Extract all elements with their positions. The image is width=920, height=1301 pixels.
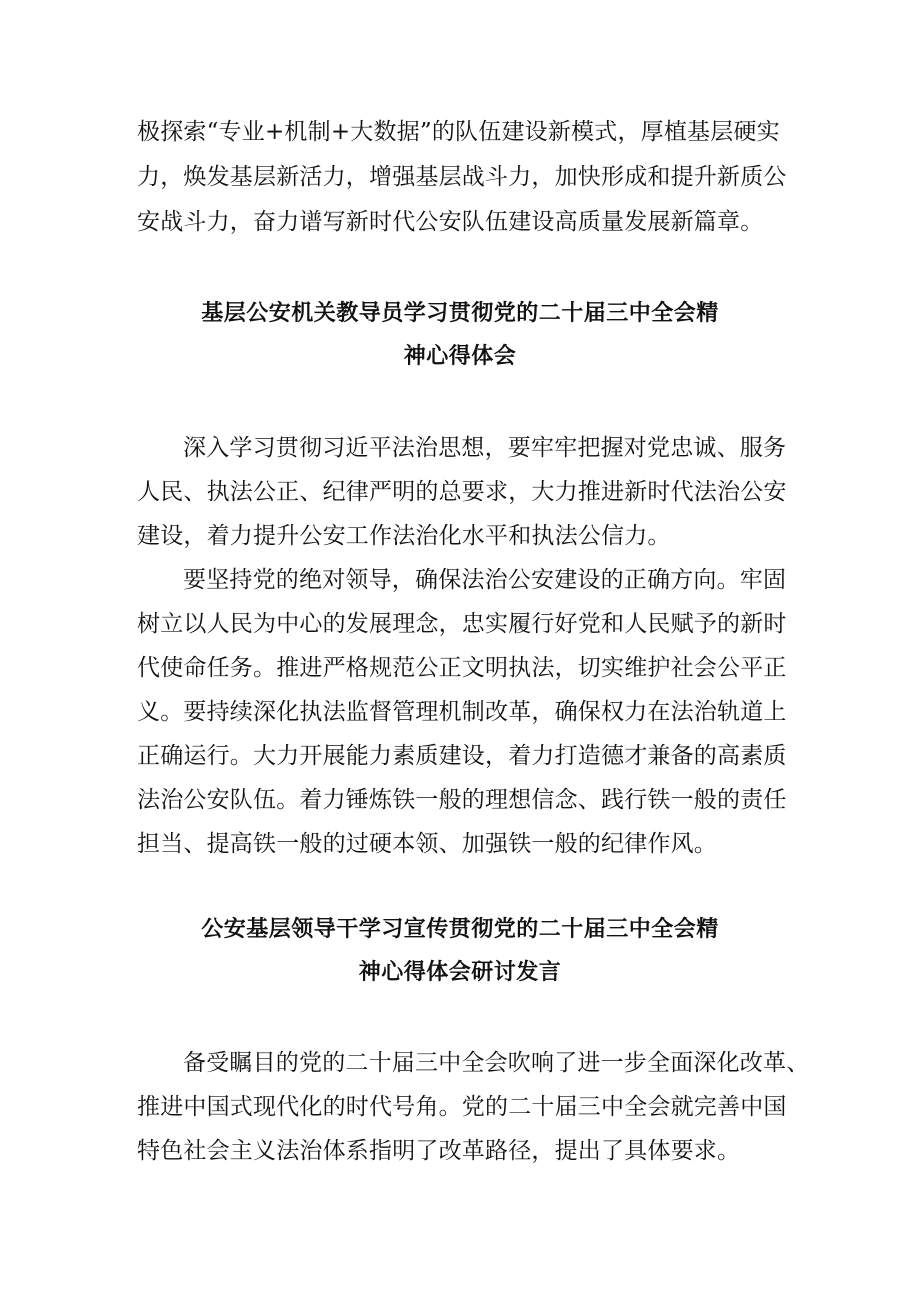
section-title-line: 基层公安机关教导员学习贯彻党的二十届三中全会精 [201, 301, 719, 326]
paragraph-line: 要坚持党的绝对领导，确保法治公安建设的正确方向。牢固 [183, 567, 787, 593]
paragraph-line: 正确运行。大力开展能力素质建设，着力打造德才兼备的高素质 [137, 743, 787, 769]
paragraph-line: 备受瞩目的党的二十届三中全会吹响了进一步全面深化改革、 [183, 1050, 810, 1076]
paragraph-line: 力，焕发基层新活力，增强基层战斗力，加快形成和提升新质公 [137, 164, 787, 190]
paragraph-line: 代使命任务。推进严格规范公正文明执法，切实维护社会公平正 [137, 655, 787, 681]
paragraph-line: 人民、执法公正、纪律严明的总要求，大力推进新时代法治公安 [137, 479, 787, 505]
paragraph-line: 推进中国式现代化的时代号角。党的二十届三中全会就完善中国 [137, 1094, 787, 1120]
paragraph-line: 树立以人民为中心的发展理念，忠实履行好党和人民赋予的新时 [137, 611, 787, 637]
paragraph-line: 安战斗力，奋力谱写新时代公安队伍建设高质量发展新篇章。 [137, 209, 764, 235]
section-title-line: 神心得体会研讨发言 [358, 960, 562, 985]
paragraph-line: 特色社会主义法治体系指明了改革路径，提出了具体要求。 [137, 1138, 741, 1164]
paragraph-line: 担当、提高铁一般的过硬本领、加强铁一般的纪律作风。 [137, 831, 717, 857]
paragraph-line: 法治公安队伍。着力锤炼铁一般的理想信念、践行铁一般的责任 [137, 787, 787, 813]
paragraph-line: 极探索“专业+机制+大数据”的队伍建设新模式，厚植基层硬实 [137, 119, 780, 145]
paragraph-line: 义。要持续深化执法监督管理机制改革，确保权力在法治轨道上 [137, 699, 787, 725]
paragraph-line: 深入学习贯彻习近平法治思想，要牢牢把握对党忠诚、服务 [183, 435, 787, 461]
section-title-line: 公安基层领导干学习宣传贯彻党的二十届三中全会精 [201, 917, 719, 942]
section-title-line: 神心得体会 [403, 344, 517, 369]
paragraph-line: 建设，着力提升公安工作法治化水平和执法公信力。 [137, 523, 671, 549]
